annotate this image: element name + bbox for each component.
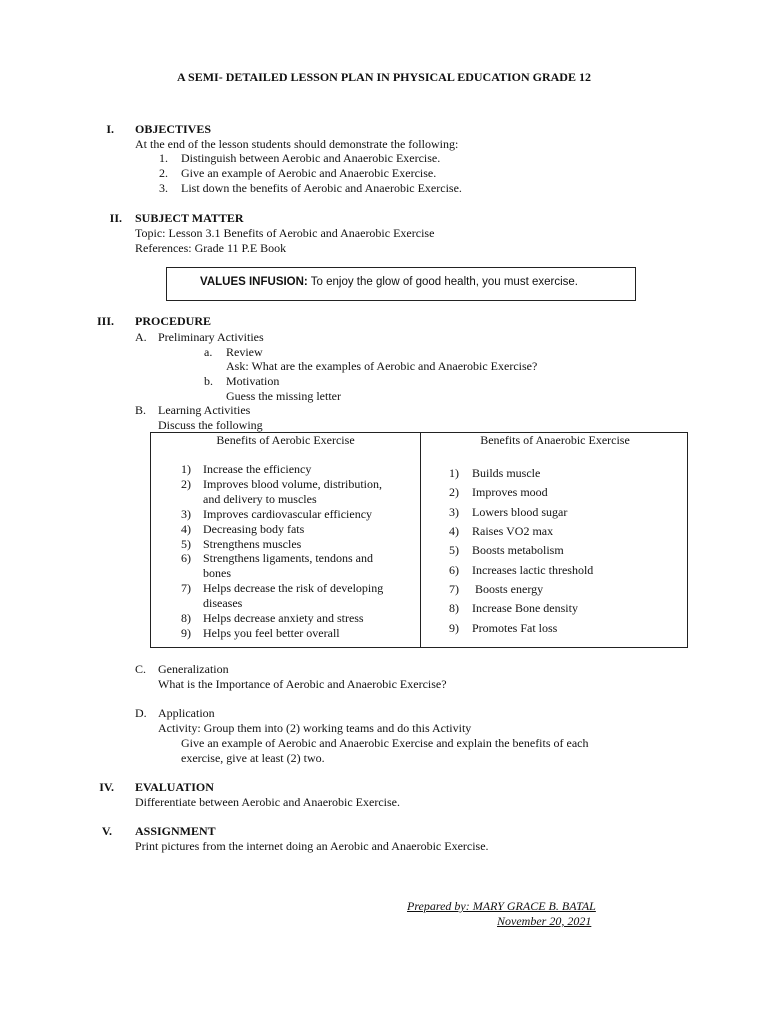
evaluation-text: Differentiate between Aerobic and Anaerobic Exercise. (135, 795, 400, 809)
section-d-title: Application (158, 706, 215, 720)
review-text: Ask: What are the examples of Aerobic and Anaerobic Exercise? (226, 359, 538, 373)
objective-text: Distinguish between Aerobic and Anaerobic Exercise. (181, 151, 441, 165)
evaluation-heading: EVALUATION (135, 780, 214, 794)
section-d-activity: Activity: Group them into (2) working teams and do this Activity (158, 721, 472, 735)
prepared-by: Prepared by: MARY GRACE B. BATAL (407, 899, 596, 913)
subject-matter-number: II. (109, 211, 122, 225)
values-infusion-text: To enjoy the glow of good health, you must exercise. (310, 276, 578, 288)
motivation-text: Guess the missing letter (226, 389, 341, 403)
assignment-number: V. (101, 824, 112, 838)
section-d-instructions-cont: exercise, give at least (2) two. (181, 751, 325, 765)
section-d-label: D. (135, 706, 147, 720)
objective-number: 3. (159, 181, 168, 195)
evaluation-number: IV. (99, 780, 114, 794)
section-c-text: What is the Importance of Aerobic and Anaerobic Exercise? (158, 677, 447, 691)
anaerobic-header: Benefits of Anaerobic Exercise (480, 433, 630, 447)
section-c-title: Generalization (158, 662, 229, 676)
section-a-title: Preliminary Activities (158, 330, 264, 344)
values-infusion-label: VALUES INFUSION: (200, 276, 308, 288)
section-b-label: B. (135, 403, 147, 417)
benefits-table (150, 432, 688, 648)
motivation-title: Motivation (226, 374, 280, 388)
review-title: Review (226, 345, 263, 359)
procedure-heading: PROCEDURE (135, 314, 212, 328)
subject-matter-heading: SUBJECT MATTER (135, 211, 244, 225)
objectives-number: I. (106, 122, 114, 136)
procedure-number: III. (96, 314, 114, 328)
assignment-text: Print pictures from the internet doing an Aerobic and Anaerobic Exercise. (135, 839, 489, 853)
objective-text: List down the benefits of Aerobic and Anaerobic Exercise. (181, 181, 462, 195)
objectives-heading: OBJECTIVES (135, 122, 212, 136)
objective-number: 2. (159, 166, 168, 180)
objectives-intro: At the end of the lesson students should demonstrate the following: (135, 137, 459, 151)
document-title: A SEMI- DETAILED LESSON PLAN IN PHYSICAL EDUCATION GRADE 12 (177, 70, 591, 84)
section-a-label: A. (135, 330, 147, 344)
prepared-date: November 20, 2021 (497, 914, 592, 928)
subject-references: References: Grade 11 P.E Book (135, 241, 287, 255)
objective-text: Give an example of Aerobic and Anaerobic Exercise. (181, 166, 437, 180)
section-b-text: Discuss the following (158, 418, 263, 432)
section-c-label: C. (135, 662, 147, 676)
motivation-label: b. (204, 374, 213, 388)
anaerobic-column: Benefits of Anaerobic Exercise 1) Builds muscle 2) Improves mood 3) Lowers blood sugar 4) Raises VO2 max 5) Boosts metabolism 6) Increases lactic threshold 7) Boosts energy 8) Increase Bone density 9) Promotes Fat loss (421, 433, 689, 647)
assignment-heading: ASSIGNMENT (135, 824, 216, 838)
aerobic-header: Benefits of Aerobic Exercise (216, 433, 355, 447)
section-d-instructions: Give an example of Aerobic and Anaerobic Exercise and explain the benefits of each (181, 736, 589, 750)
aerobic-column: Benefits of Aerobic Exercise 1) Increase the efficiency 2) Improves blood volume, distribution, and delivery to muscles 3) Improves cardiovascular efficiency 4) Decreasing body fats 5) Strengthens muscles 6) Strengthens ligaments, tendons and bones 7) Helps decrease the risk of developing diseases 8) Helps decrease anxiety and stress 9) Helps you feel better overall (151, 433, 421, 647)
subject-topic: Topic: Lesson 3.1 Benefits of Aerobic and Anaerobic Exercise (135, 226, 435, 240)
values-infusion-box (166, 267, 636, 301)
review-label: a. (204, 345, 213, 359)
objective-number: 1. (159, 151, 168, 165)
section-b-title: Learning Activities (158, 403, 251, 417)
